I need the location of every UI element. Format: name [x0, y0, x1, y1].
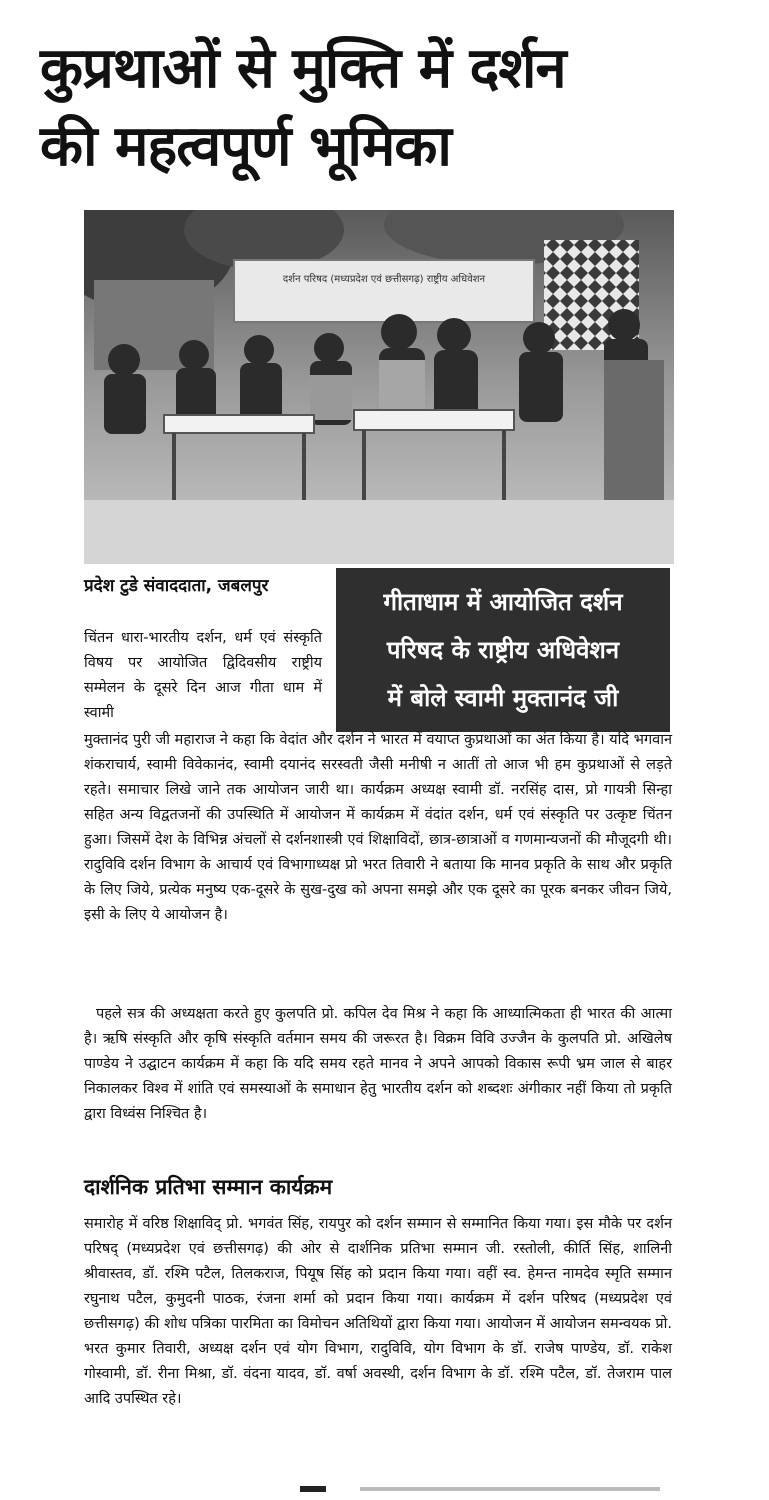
byline: प्रदेश टुडे संवाददाता, जबलपुर [84, 576, 269, 596]
subheading: दार्शनिक प्रतिभा सम्मान कार्यक्रम [84, 1175, 333, 1199]
headline-line-2: की महत्वपूर्ण भूमिका [40, 114, 451, 179]
event-photo-illustration [84, 210, 674, 564]
banner-text: दर्शन परिषद (मध्यप्रदेश एवं छत्तीसगढ़) राष्ट्रीय अधिवेशन [282, 274, 486, 285]
body-paragraph-3: समारोह में वरिष्ठ शिक्षाविद् प्रो. भगवंत सिंह, रायपुर को दर्शन सम्मान से सम्मानित किया गया। इस मौके पर दर्शन परिषद् (मध्यप्रदेश एवं छत्तीसगढ़) की ओर से दार्शनिक प्रतिभा सम्मान जी. रस्तोली, कीर्ति सिंह, शालिनी श्रीवास्तव, डॉ. रश्मि पटैल, तिलकराज, पियूष सिंह को प्रदान किया गया। वहीं स्व. हेमन्त नामदेव स्मृति सम्मान रघुनाथ पटैल, कुमुदनी पाठक, रंजना शर्मा को प्रदान किया गया। कार्यक्रम में दर्शन परिषद (मध्यप्रदेश एवं छत्तीसगढ़) की शोध पत्रिका पारमिता का विमोचन अतिथियों द्वारा किया गया। आयोजन में आयोजन समन्वयक प्रो. भरत कुमार तिवारी, अध्यक्ष दर्शन एवं योग विभाग, रादुविवि, योग विभाग के डॉ. राजेष पाण्डेय, डॉ. राकेश गोस्वामी, डॉ. रीना मिश्रा, डॉ. वंदना यादव, डॉ. वर्षा अवस्थी, दर्शन विभाग के डॉ. रश्मि पटैल, डॉ. तेजराम पाल आदि उपस्थित रहे। [84, 1216, 672, 1407]
event-photo [84, 210, 674, 564]
deck-line-2: परिषद के राष्ट्रीय अधिवेशन [386, 636, 620, 664]
deck-box [336, 568, 670, 732]
clipped-next-line [300, 1484, 680, 1494]
lead-paragraph: चिंतन धारा-भारतीय दर्शन, धर्म एवं संस्कृति विषय पर आयोजित द्विदिवसीय राष्ट्रीय सम्मेलन के दूसरे दिन आज गीता धाम में स्वामी [84, 630, 322, 721]
deck-line-1: गीताधाम में आयोजित दर्शन [383, 588, 623, 616]
headline-line-1: कुप्रथाओं से मुक्ति में दर्शन [40, 36, 566, 101]
headline [40, 30, 740, 186]
body-paragraph-2: पहले सत्र की अध्यक्षता करते हुए कुलपति प्रो. कपिल देव मिश्र ने कहा कि आध्यात्मिकता ही भारत की आत्मा है। ऋषि संस्कृति और कृषि संस्कृति वर्तमान समय की जरूरत है। विक्रम विवि उज्जैन के कुलपति प्रो. अखिलेष पाण्डेय ने उद्घाटन कार्यक्रम में कहा कि यदि समय रहते मानव ने अपने आपको विकास रूपी भ्रम जाल से बाहर निकालकर विश्व में शांति एवं समस्याओं के समाधान हेतु भारतीय दर्शन को शब्दशः अंगीकार नहीं किया तो प्रकृति द्वारा विध्वंस निश्चित है। [84, 1006, 672, 1122]
body-paragraph-1: मुक्तानंद पुरी जी महाराज ने कहा कि वेदांत और दर्शन ने भारत में वयाप्त कुप्रथाओं का अंत किया है। यदि भगवान शंकराचार्य, स्वामी विवेकानंद, स्वामी दयानंद सरस्वती जैसी मनीषी न आतीं तो आज भी हम कुप्रथाओं से लड़ते रहते। समाचार लिखे जाने तक आयोजन जारी था। कार्यक्रम अध्यक्ष स्वामी डॉ. नरसिंह दास, प्रो गायत्री सिन्हा सहित अन्य विद्वतजनों की उपस्थिति में आयोजन में कार्यक्रम में वंदांत दर्शन, धर्म एवं संस्कृति पर उत्कृष्ट चिंतन हुआ। जिसमें देश के विभिन्न अंचलों से दर्शनशास्त्री एवं शिक्षाविदों, छात्र-छात्राओं व गणमान्यजनों की मौजूदगी थी। रादुविवि दर्शन विभाग के आचार्य एवं विभागाध्यक्ष प्रो भरत तिवारी ने बताया कि मानव प्रकृति के साथ और प्रकृति के लिए जिये, प्रत्येक मनुष्य एक-दूसरे के सुख-दुख को अपना समझे और एक दूसरे का पूरक बनकर जीवन जिये, इसी के लिए ये आयोजन है। [84, 732, 672, 923]
deck-line-3: में बोले स्वामी मुक्तानंद जी [387, 684, 619, 712]
